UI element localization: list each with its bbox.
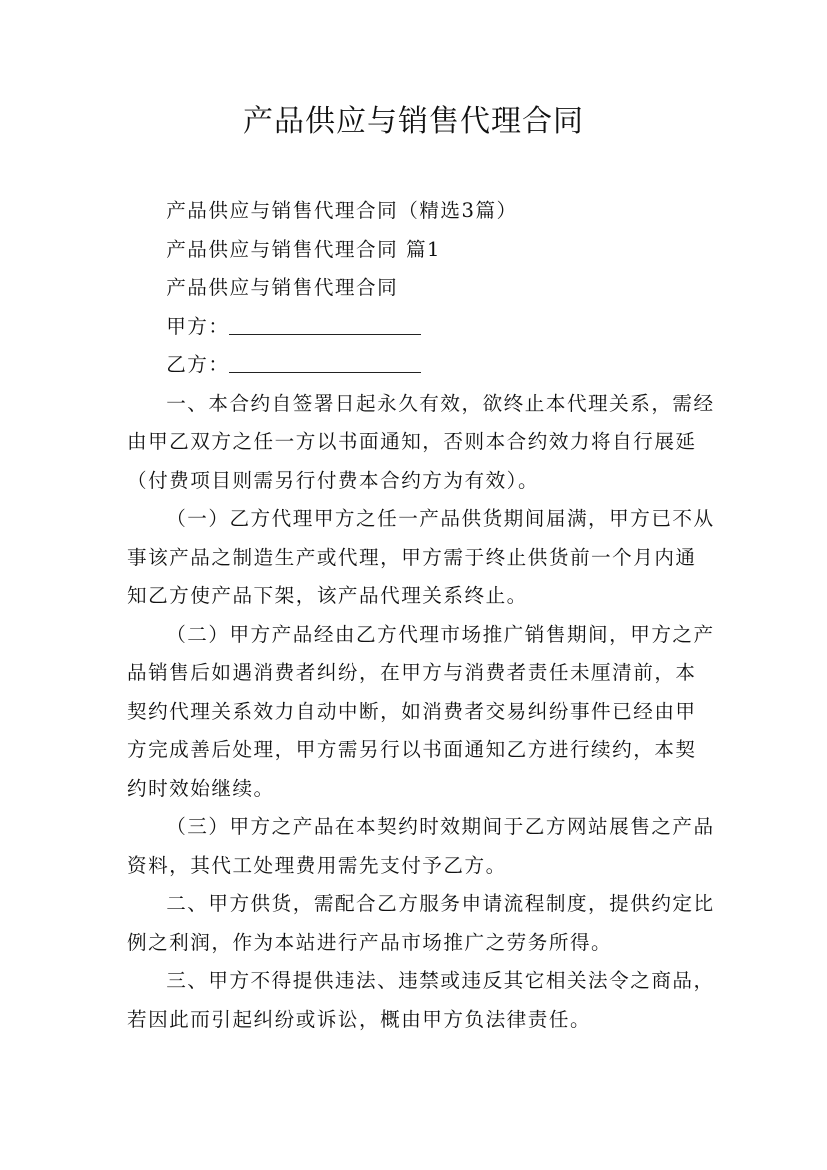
- document-title: 产品供应与销售代理合同: [243, 104, 584, 139]
- clause-1-1: （一）乙方代理甲方之任一产品供货期间届满，甲方已不从事该产品之制造生产或代理，甲方需于终止供货前一个月内通知乙方使产品下架，该产品代理关系终止。: [127, 507, 715, 607]
- clause-3: 三、甲方不得提供违法、违禁或违反其它相关法令之商品，若因此而引起纠纷或诉讼，概由甲方负法律责任。: [127, 969, 715, 1031]
- party-b-label: 乙方：: [166, 353, 230, 376]
- party-a-blank: [229, 312, 421, 335]
- subtitle-selection: 产品供应与销售代理合同（精选3篇）: [166, 199, 518, 222]
- party-b-blank: [229, 350, 421, 373]
- party-b-field: [127, 346, 717, 385]
- document-body: [127, 192, 717, 1039]
- party-a-field: [127, 308, 717, 347]
- clause-2: 二、甲方供货，需配合乙方服务申请流程制度，提供约定比例之利润，作为本站进行产品市场推广之劳务所得。: [127, 892, 715, 954]
- clause-1: 一、本合约自签署日起永久有效，欲终止本代理关系，需经由甲乙双方之任一方以书面通知，否则本合约效力将自行展延（付费项目则需另行付费本合约方为有效）。: [127, 391, 715, 492]
- clause-1-3: （三）甲方之产品在本契约时效期间于乙方网站展售之产品资料，其代工处理费用需先支付予乙方。: [127, 815, 715, 877]
- party-a-label: 甲方：: [166, 314, 230, 338]
- clause-1-2: （二）甲方产品经由乙方代理市场推广销售期间，甲方之产品销售后如遇消费者纠纷，在甲方与消费者责任未厘清前，本契约代理关系效力自动中断，如消费者交易纠纷事件已经由甲方完成善后处理，甲方需另行以书面通知乙方进行续约，本契约时效始继续。: [127, 622, 715, 800]
- subtitle-part-1: 产品供应与销售代理合同 篇1: [166, 237, 442, 261]
- contract-heading: 产品供应与销售代理合同: [166, 276, 399, 299]
